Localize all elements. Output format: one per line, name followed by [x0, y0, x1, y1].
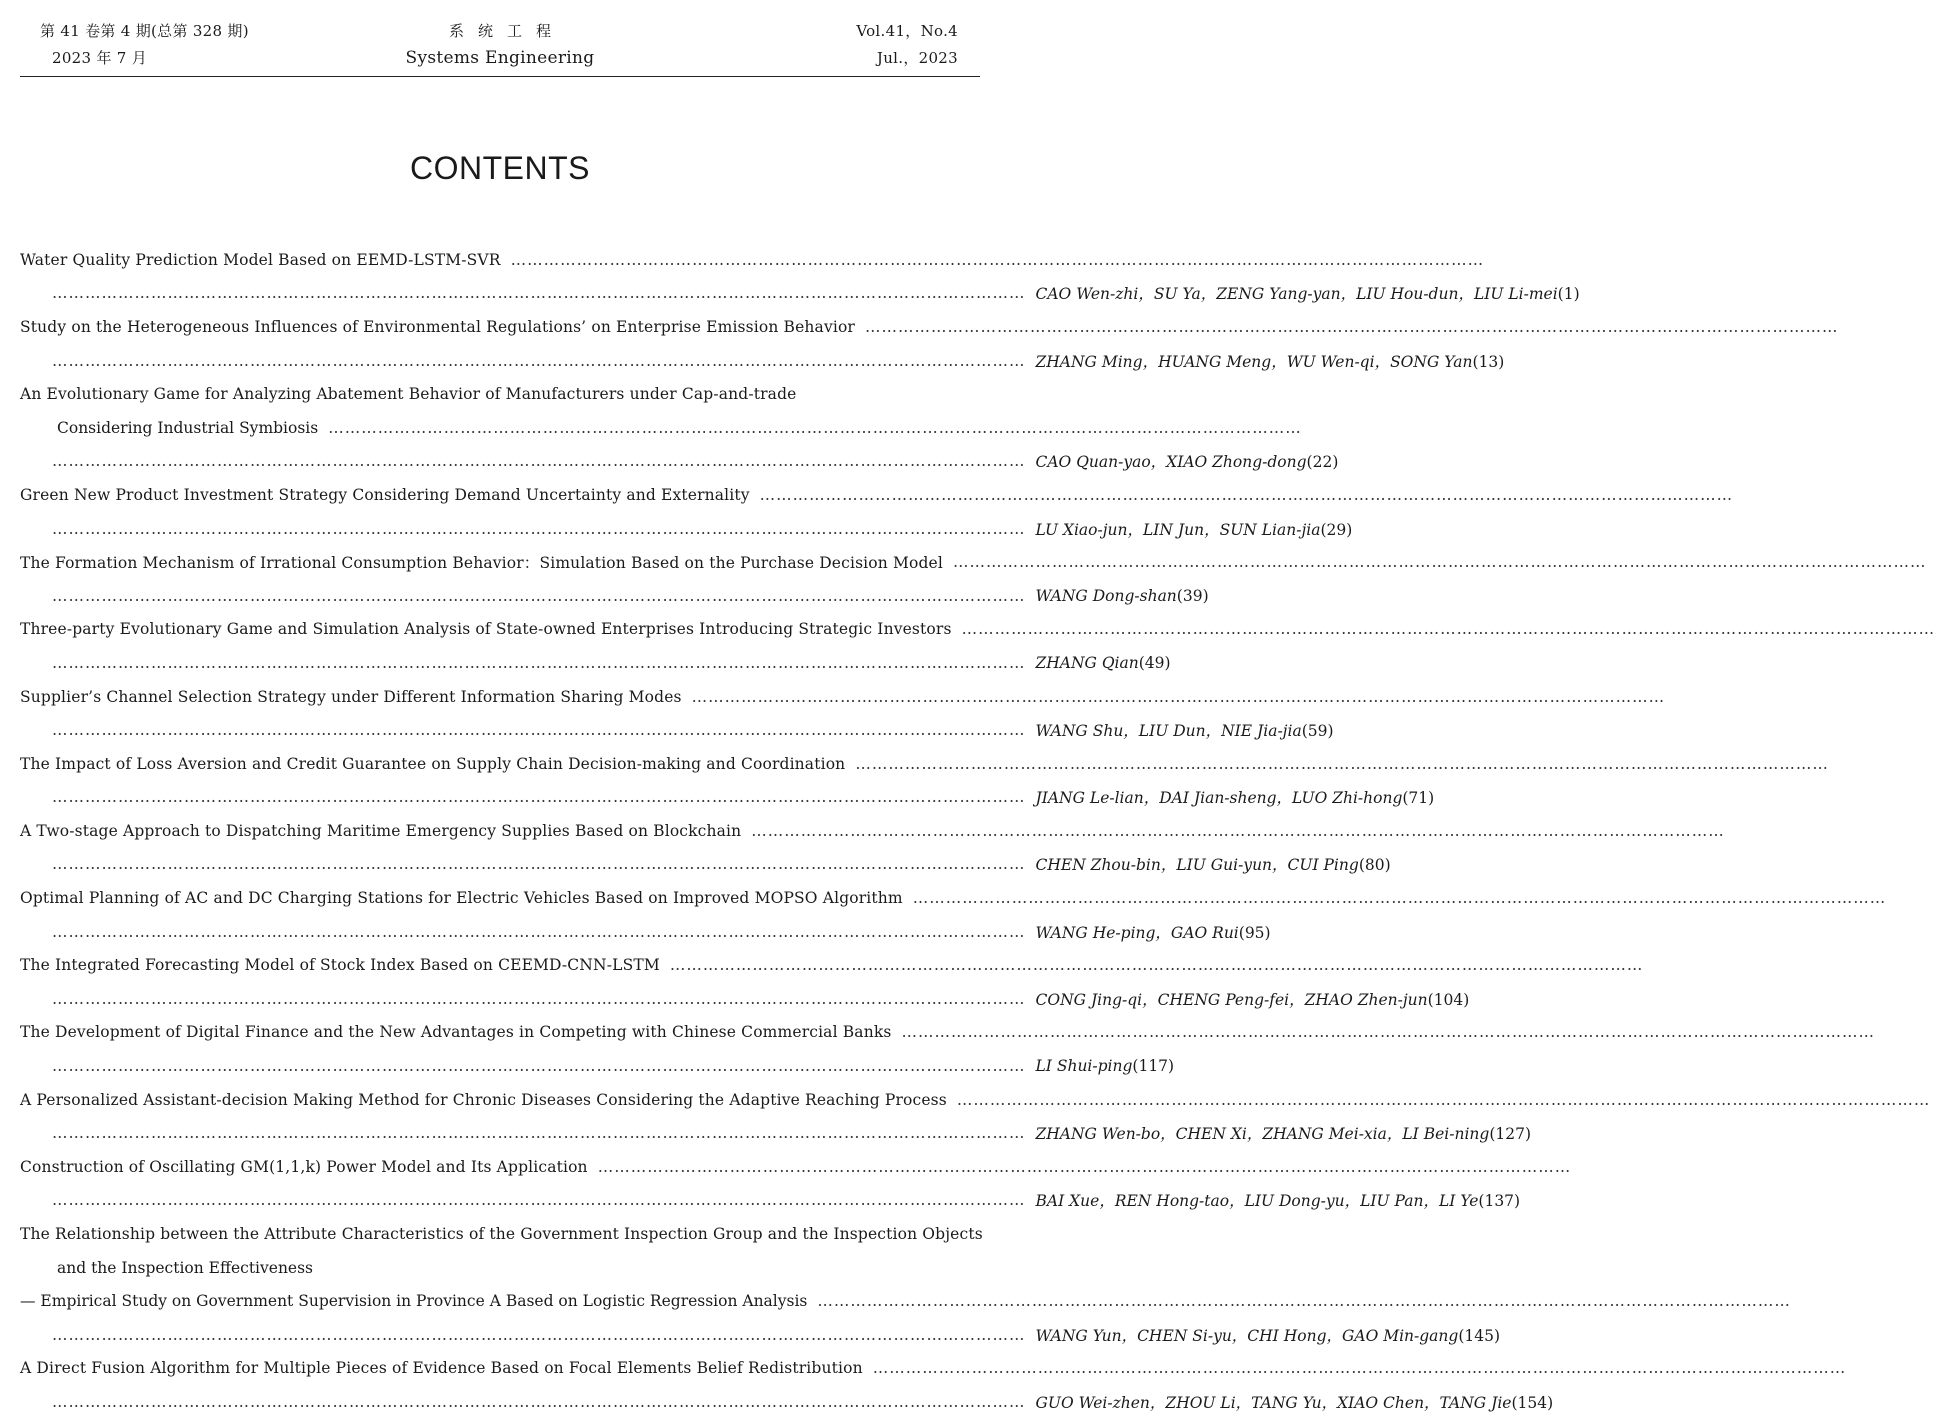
dot-leader	[52, 587, 1036, 605]
journal-header	[20, 14, 980, 77]
toc-entry[interactable]	[20, 1150, 1521, 1217]
journal-name-english: Systems Engineering	[405, 48, 595, 68]
article-title: and the Inspection Effectiveness	[57, 1258, 314, 1277]
dot-leader	[660, 956, 1644, 974]
page-number: (95)	[1238, 923, 1271, 942]
journal-name	[20, 18, 980, 72]
dot-leader	[891, 1023, 1875, 1041]
article-title: Water Quality Prediction Model Based on EEMD-LSTM-SVR	[20, 250, 501, 269]
dot-leader	[52, 855, 1036, 873]
toc-entry[interactable]	[20, 478, 1353, 545]
dot-leader	[52, 990, 1036, 1008]
article-title: Supplier’s Channel Selection Strategy under Different Information Sharing Modes	[20, 687, 682, 706]
volume-date: Jul.，2023	[876, 49, 958, 67]
article-authors: ZHANG Ming，HUANG Meng，WU Wen-qi，SONG Yan	[1035, 352, 1473, 371]
dot-leader	[750, 486, 1734, 504]
article-authors: ZHANG Qian	[1035, 653, 1139, 672]
page-number: (154)	[1511, 1393, 1554, 1412]
dot-leader	[903, 889, 1887, 907]
page-number: (80)	[1358, 856, 1391, 875]
toc-entry[interactable]	[20, 948, 1470, 1015]
article-authors: CONG Jing-qi，CHENG Peng-fei，ZHAO Zhen-jun	[1035, 990, 1428, 1009]
dot-leader	[682, 688, 1666, 706]
dot-leader	[52, 788, 1036, 806]
article-title: Optimal Planning of AC and DC Charging Stations for Electric Vehicles Based on Improved MOPSO Algorithm	[20, 889, 903, 908]
article-title: Construction of Oscillating GM(1,1,k) Power Model and Its Application	[20, 1157, 588, 1176]
dot-leader	[52, 1057, 1036, 1075]
article-authors: WANG Dong-shan	[1035, 586, 1177, 605]
toc-entry[interactable]	[20, 680, 1334, 747]
page-number: (145)	[1458, 1326, 1501, 1345]
page-number: (117)	[1132, 1057, 1175, 1076]
article-title: An Evolutionary Game for Analyzing Abatement Behavior of Manufacturers under Cap-and-trade	[20, 385, 797, 404]
dot-leader	[52, 352, 1036, 370]
article-title: — Empirical Study on Government Supervision in Province A Based on Logistic Regression Analysis	[20, 1292, 808, 1311]
article-authors: GUO Wei-zhen，ZHOU Li，TANG Yu，XIAO Chen，TANG Jie	[1035, 1393, 1512, 1412]
volume-info	[856, 18, 958, 72]
page-number: (13)	[1472, 352, 1505, 371]
issue-date: 2023 年 7 月	[52, 49, 148, 67]
page-number: (71)	[1402, 789, 1435, 808]
dot-leader	[318, 419, 1302, 437]
article-authors: CHEN Zhou-bin，LIU Gui-yun，CUI Ping	[1035, 856, 1359, 875]
article-authors: ZHANG Wen-bo，CHEN Xi，ZHANG Mei-xia，LI Bei-ning	[1035, 1125, 1490, 1144]
toc-entry[interactable]	[20, 613, 1171, 680]
article-title: Three-party Evolutionary Game and Simulation Analysis of State-owned Enterprises Introducing Strategic Investors	[20, 620, 952, 639]
toc-entry[interactable]	[20, 747, 1435, 814]
article-title: The Relationship between the Attribute Characteristics of the Government Inspection Group and the Inspection Objects	[20, 1225, 983, 1244]
page-number: (127)	[1489, 1125, 1532, 1144]
dot-leader	[52, 1124, 1036, 1142]
toc-entry[interactable]	[20, 881, 1271, 948]
dot-leader	[52, 923, 1036, 941]
article-title: A Direct Fusion Algorithm for Multiple Pieces of Evidence Based on Focal Elements Belief Redistribution	[20, 1359, 863, 1378]
article-title: The Impact of Loss Aversion and Credit Guarantee on Supply Chain Decision-making and Coordination	[20, 754, 846, 773]
page-number: (1)	[1557, 285, 1580, 304]
page-number: (49)	[1138, 653, 1171, 672]
toc-entry[interactable]	[20, 1083, 1532, 1150]
page-number: (29)	[1320, 520, 1353, 539]
toc-entry[interactable]	[20, 814, 1391, 881]
dot-leader	[52, 1393, 1036, 1411]
toc-entry[interactable]	[20, 545, 1209, 612]
toc-entry[interactable]	[20, 377, 1339, 478]
page-title: CONTENTS	[410, 150, 590, 186]
article-authors: WANG Yun，CHEN Si-yu，CHI Hong，GAO Min-gang	[1035, 1326, 1459, 1345]
dot-leader	[52, 721, 1036, 739]
dot-leader	[741, 822, 1725, 840]
toc-entry[interactable]	[20, 1217, 1501, 1351]
toc-entry[interactable]	[20, 243, 1580, 310]
dot-leader	[845, 755, 1829, 773]
dot-leader	[807, 1292, 1791, 1310]
journal-name-chinese: 系统工程	[448, 22, 565, 40]
page-number: (137)	[1478, 1192, 1521, 1211]
article-title: Green New Product Investment Strategy Considering Demand Uncertainty and Externality	[20, 485, 750, 504]
article-authors: WANG Shu，LIU Dun，NIE Jia-jia	[1035, 722, 1302, 741]
article-authors: BAI Xue，REN Hong-tao，LIU Dong-yu，LIU Pan，LI Ye	[1035, 1192, 1479, 1211]
article-authors: LU Xiao-jun，LIN Jun，SUN Lian-jia	[1035, 520, 1321, 539]
dot-leader	[52, 1191, 1036, 1209]
dot-leader	[52, 284, 1036, 302]
dot-leader	[52, 520, 1036, 538]
dot-leader	[943, 553, 1927, 571]
dot-leader	[52, 452, 1036, 470]
article-authors: JIANG Le-lian，DAI Jian-sheng，LUO Zhi-hong	[1035, 789, 1403, 808]
article-title: A Two-stage Approach to Dispatching Maritime Emergency Supplies Based on Blockchain	[20, 821, 742, 840]
toc-entry[interactable]	[20, 1016, 1175, 1083]
dot-leader	[52, 1326, 1036, 1344]
volume-number: Vol.41，No.4	[856, 22, 958, 40]
dot-leader	[952, 620, 1935, 638]
article-title: The Development of Digital Finance and the New Advantages in Competing with Chinese Commercial Banks	[20, 1023, 892, 1042]
dot-leader	[855, 318, 1839, 336]
article-authors: LI Shui-ping	[1035, 1057, 1133, 1076]
dot-leader	[501, 251, 1485, 269]
article-title: Considering Industrial Symbiosis	[57, 418, 319, 437]
article-authors: CAO Wen-zhi，SU Ya，ZENG Yang-yan，LIU Hou-dun，LIU Li-mei	[1035, 285, 1558, 304]
article-title: A Personalized Assistant-decision Making Method for Chronic Diseases Considering the Adaptive Reaching Process	[20, 1090, 947, 1109]
table-of-contents	[20, 243, 1580, 1419]
page-number: (39)	[1176, 586, 1209, 605]
dot-leader	[52, 654, 1036, 672]
article-title: Study on the Heterogeneous Influences of Environmental Regulations’ on Enterprise Emission Behavior	[20, 317, 855, 336]
article-authors: CAO Quan-yao，XIAO Zhong-dong	[1035, 453, 1307, 472]
dot-leader	[947, 1091, 1931, 1109]
toc-entry[interactable]	[20, 1352, 1554, 1419]
article-authors: WANG He-ping，GAO Rui	[1035, 923, 1239, 942]
page-number: (59)	[1301, 722, 1334, 741]
page-number: (22)	[1306, 453, 1339, 472]
toc-entry[interactable]	[20, 310, 1505, 377]
dot-leader	[863, 1359, 1847, 1377]
issue-number: 第 41 卷第 4 期(总第 328 期)	[40, 22, 249, 40]
page-number: (104)	[1427, 990, 1470, 1009]
article-title: The Integrated Forecasting Model of Stock Index Based on CEEMD-CNN-LSTM	[20, 956, 660, 975]
article-title: The Formation Mechanism of Irrational Consumption Behavior：Simulation Based on the Purchase Decision Model	[20, 554, 943, 573]
dot-leader	[588, 1158, 1572, 1176]
